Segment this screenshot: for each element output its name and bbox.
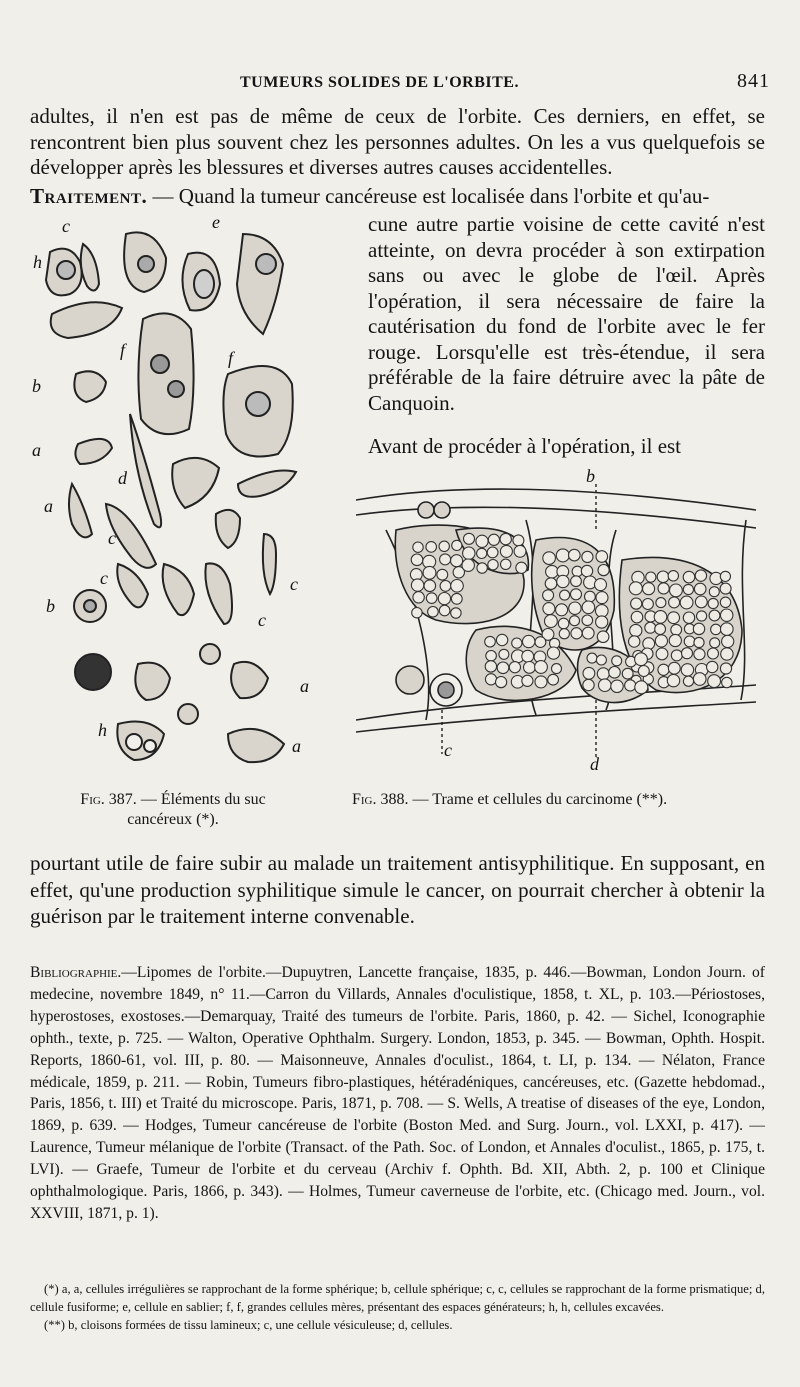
carcinoma-cell: [721, 648, 733, 660]
carcinoma-cell: [654, 611, 667, 624]
carcinoma-cell: [684, 636, 695, 647]
carcinoma-cell: [683, 676, 693, 686]
carcinoma-cell: [496, 677, 507, 688]
fig387-letter: h: [98, 720, 107, 740]
carcinoma-cell: [629, 582, 642, 595]
carcinoma-cell: [451, 555, 463, 567]
nucleus: [246, 392, 270, 416]
carcinoma-cell: [596, 605, 609, 618]
carcinoma-cell: [583, 679, 594, 690]
cell-shape: [75, 439, 112, 464]
carcinoma-cell: [569, 602, 581, 614]
figure-387-illustration: [38, 214, 338, 774]
fig387-letter: a: [292, 736, 301, 756]
carcinoma-cell: [411, 554, 423, 566]
fig387-letter: f: [120, 340, 126, 360]
carcinoma-cell: [423, 566, 436, 579]
carcinoma-cell: [682, 648, 693, 659]
carcinoma-cell: [582, 627, 594, 639]
carcinoma-cell: [697, 611, 707, 621]
carcinoma-cell: [512, 638, 522, 648]
carcinoma-cell: [523, 635, 535, 647]
carcinoma-cell: [545, 615, 558, 628]
carcinoma-cell: [438, 593, 450, 605]
carcinoma-cell: [720, 571, 730, 581]
stroma-fiber: [356, 507, 756, 528]
carcinoma-cell: [625, 680, 636, 691]
carcinoma-cell: [424, 580, 436, 592]
fig387-letter: a: [300, 676, 309, 696]
carcinoma-cell: [476, 535, 488, 547]
carcinoma-cell: [681, 664, 693, 676]
carcinoma-cell: [722, 677, 732, 687]
carcinoma-cell: [671, 650, 682, 661]
carcinoma-cell: [707, 661, 718, 672]
carcinoma-cell: [509, 662, 520, 673]
carcinoma-cell: [631, 598, 642, 609]
carcinoma-cell: [546, 565, 559, 578]
carcinoma-cell: [583, 667, 595, 679]
figure-387-label: Fig. 387.: [80, 791, 137, 808]
carcinoma-cell: [658, 664, 669, 675]
carcinoma-cell: [571, 589, 582, 600]
carcinoma-cell: [695, 596, 707, 608]
carcinoma-cell: [485, 661, 496, 672]
bibliography: [30, 962, 765, 1225]
figure-388-caption: [352, 790, 772, 810]
carcinoma-cell: [451, 608, 461, 618]
fig387-letter: c: [108, 528, 116, 548]
carcinoma-cell: [545, 578, 557, 590]
carcinoma-cell: [543, 590, 554, 601]
paragraph-2-rest: cune autre partie voisine de cette cavité n'est atteinte, on devra procéder à son extirpation sans ou avec le globe de l'œil. Après l'opération, il sera nécessaire de faire la cautérisation du fond de l'orbite avec le fer rouge. Lorsqu'elle est très-étendue, il sera préférable de la faire détruire avec la pâte de Canquoin.: [368, 212, 765, 415]
running-title: TUMEURS SOLIDES DE L'ORBITE.: [240, 74, 519, 91]
cell-shape: [69, 484, 92, 537]
fig387-letter: c: [258, 610, 266, 630]
carcinoma-cell: [643, 583, 655, 595]
carcinoma-cell: [631, 611, 643, 623]
stroma-fiber: [356, 702, 756, 732]
stroma-fiber: [356, 489, 756, 510]
carcinoma-cell: [488, 560, 498, 570]
figure-388-label: Fig. 388.: [352, 791, 409, 808]
carcinoma-cell: [595, 579, 607, 591]
cell-shape: [81, 244, 99, 291]
nucleus: [256, 254, 276, 274]
carcinoma-cell: [488, 534, 499, 545]
carcinoma-cell: [411, 579, 423, 591]
carcinoma-cell: [655, 635, 667, 647]
carcinoma-cell: [598, 565, 609, 576]
fig387-letter: a: [32, 440, 41, 460]
carcinoma-cell: [522, 650, 534, 662]
page-number: 841: [737, 70, 770, 92]
carcinoma-cell: [695, 570, 706, 581]
carcinoma-cell: [543, 603, 555, 615]
fig387-letter: c: [62, 216, 70, 236]
carcinoma-cell: [646, 572, 656, 582]
figure-388-illustration: [356, 470, 756, 770]
carcinoma-cell: [496, 634, 507, 645]
carcinoma-cell: [708, 648, 719, 659]
carcinoma-cell: [708, 598, 718, 608]
cell-shape: [237, 234, 283, 334]
carcinoma-cell: [635, 681, 648, 694]
fig387-letter: c: [100, 568, 108, 588]
carcinoma-cell: [556, 604, 568, 616]
running-header: [30, 70, 770, 100]
carcinoma-cell: [694, 649, 705, 660]
vacuole: [126, 734, 142, 750]
carcinoma-cell: [612, 656, 622, 666]
fig387-letter: c: [290, 574, 298, 594]
paragraph-3-continued: pourtant utile de faire subir au malade un traitement antisyphilitique. En supposant, en effet, qu'une production syphilitique simule le cancer, on pourrait chercher à obtenir la guérison par le traitement interne convenable.: [30, 851, 765, 928]
cell-shape: [231, 662, 268, 698]
paragraph-2-line1: — Quand la tumeur cancéreuse est localisée dans l'orbite et qu'au-: [152, 184, 710, 208]
carcinoma-cell: [609, 667, 621, 679]
carcinoma-cell: [680, 596, 693, 609]
carcinoma-cell: [671, 624, 682, 635]
vacuole: [144, 740, 156, 752]
carcinoma-cell: [548, 674, 559, 685]
fig388-letter-b: b: [586, 466, 595, 486]
carcinoma-cell: [451, 593, 462, 604]
nucleus: [84, 600, 96, 612]
carcinoma-cell: [569, 549, 581, 561]
stroma-fiber: [741, 520, 746, 700]
carcinoma-cell: [524, 662, 536, 674]
carcinoma-cell: [557, 575, 569, 587]
carcinoma-cell: [535, 661, 548, 674]
carcinoma-cell: [485, 636, 496, 647]
carcinoma-cell: [552, 664, 562, 674]
carcinoma-cell: [426, 542, 437, 553]
carcinoma-cell: [582, 551, 593, 562]
carcinoma-cell: [596, 655, 606, 665]
carcinoma-cell: [645, 622, 656, 633]
carcinoma-cell: [463, 547, 475, 559]
carcinoma-cell: [630, 624, 642, 636]
carcinoma-cell: [656, 648, 668, 660]
carcinoma-cell: [708, 675, 721, 688]
figure-387-caption: [48, 790, 298, 830]
carcinoma-cell: [658, 583, 669, 594]
figure-387-caption-text: — Éléments du suc cancéreux (*).: [127, 791, 266, 828]
carcinoma-cell: [452, 540, 462, 550]
carcinoma-cell: [464, 533, 475, 544]
carcinoma-cell: [440, 581, 451, 592]
carcinoma-cell: [428, 607, 439, 618]
carcinoma-cell: [439, 541, 449, 551]
cell-shape: [51, 302, 122, 338]
cell-shape: [263, 534, 276, 594]
vesicular-cell: [434, 502, 450, 518]
nucleus: [194, 270, 214, 298]
cell-shape: [228, 729, 284, 762]
carcinoma-cell: [543, 552, 556, 565]
cell-shape: [205, 563, 232, 624]
cell-shape: [172, 458, 219, 508]
carcinoma-cell: [656, 598, 666, 608]
carcinoma-cell: [437, 569, 448, 580]
carcinoma-cell: [638, 666, 649, 677]
carcinoma-cell: [709, 587, 719, 597]
carcinoma-cell: [501, 559, 511, 569]
carcinoma-cell: [669, 597, 680, 608]
carcinoma-cell: [709, 610, 720, 621]
carcinoma-cell: [694, 637, 704, 647]
fig388-letter-d: d: [590, 754, 599, 774]
carcinoma-cell: [514, 545, 526, 557]
figure-388-caption-text: — Trame et cellules du carcinome (**).: [412, 791, 668, 808]
fig387-letter: a: [44, 496, 53, 516]
cell-shape: [117, 564, 148, 607]
carcinoma-cell: [477, 548, 487, 558]
carcinoma-cell: [587, 653, 597, 663]
carcinoma-cell: [669, 634, 681, 646]
carcinoma-cell: [581, 565, 592, 576]
carcinoma-cell: [439, 605, 450, 616]
carcinoma-cell: [556, 549, 569, 562]
carcinoma-cell: [599, 679, 612, 692]
cell-shape: [138, 313, 193, 434]
carcinoma-cell: [596, 616, 608, 628]
paragraph-1: adultes, il n'en est pas de même de ceux de l'orbite. Ces derniers, en effet, se rencontrent bien plus souvent chez les personnes adultes. On les a vus quelquefois se développer après les blessures et diverses autres causes accidentelles.: [30, 104, 765, 179]
carcinoma-cell: [535, 637, 546, 648]
carcinoma-cell: [722, 635, 734, 647]
carcinoma-cell: [486, 651, 497, 662]
carcinoma-cell: [413, 592, 424, 603]
carcinoma-cell: [426, 593, 437, 604]
paragraph-2-first-line: [30, 184, 765, 210]
carcinoma-cell: [547, 647, 559, 659]
carcinoma-cell: [487, 547, 498, 558]
carcinoma-cell: [516, 562, 527, 573]
carcinoma-cell: [513, 535, 524, 546]
fig387-letter: h: [33, 252, 42, 272]
carcinoma-cell: [657, 571, 669, 583]
fig387-letter: f: [228, 348, 234, 368]
carcinoma-cell: [597, 631, 609, 643]
carcinoma-cell: [667, 674, 679, 686]
carcinoma-cell: [477, 563, 487, 573]
carcinoma-cell: [499, 649, 509, 659]
bibliography-heading: Bibliographie.: [30, 964, 122, 981]
fig387-letter: b: [46, 596, 55, 616]
footnote-1: (*) a, a, cellules irrégulières se rapprochant de la forme sphérique; b, cellule sphérique; c, c, cellules se rapprochant de la forme prismatique; d, cellule fusiforme; e, cellule en sablier; f, f, grandes cellules mères, présentant des espaces générateurs; h, h, cellules excavées.: [30, 1282, 765, 1314]
cell-shape: [163, 564, 194, 615]
carcinoma-cell: [683, 612, 694, 623]
carcinoma-cell: [611, 680, 623, 692]
nucleus: [57, 261, 75, 279]
carcinoma-cell: [668, 662, 680, 674]
carcinoma-cell: [711, 624, 721, 634]
carcinoma-cell: [585, 591, 596, 602]
nucleus: [168, 381, 184, 397]
traitement-heading: Traitement.: [30, 184, 148, 208]
carcinoma-cell: [500, 545, 512, 557]
paragraph-3-start: Avant de procéder à l'opération, il est: [368, 434, 682, 458]
carcinoma-cell: [570, 616, 580, 626]
carcinoma-cell: [596, 551, 608, 563]
nucleus: [138, 256, 154, 272]
cell-shape: [238, 471, 296, 497]
fig387-letter: e: [212, 212, 220, 232]
carcinoma-cell: [485, 674, 496, 685]
carcinoma-cell: [500, 533, 511, 544]
carcinoma-cell: [582, 615, 593, 626]
bibliography-text: —Lipomes de l'orbite.—Dupuytren, Lancette française, 1835, p. 446.—Bowman, London Journ. of medecine, novembre 1849, n° 11.—Carron du Villards, Annales d'oculistique, 1858, t. XL, p. 103.—Périostoses, hyperostoses, exostoses.—Demarquay, Traité des tumeurs de l'orbite. Paris, 1860, p. 42. — Sichel, Iconographie ophth., texte, p. 725. — Walton, Operative Ophthalm. Surgery. London, 1853, p. 345. — Bowman, Ophth. Hospit. Reports, 1860-61, vol. III, p. 80. — Maisonneuve, Annales d'oculist., 1864, t. LI, p. 134. — Nélaton, France médicale, 1859, p. 211. — Robin, Tumeurs fibro-plastiques, hétéradéniques, cancéreuses, etc. (Gazette hebdomad., Paris, 1856, t. III) et Traité du microscope. Paris, 1871, p. 708. — S. Wells, A treatise of diseases of the eye, London, 1869, p. 639. — Hodges, Tumeur cancéreuse de l'orbite (Boston Med. and Surg. Journ., vol. LXXI, p. 417). — Laurence, Tumeur mélanique de l'orbite (Transact. of the Path. Soc. of London, et Annales d'oculist., 1865, p. 175, t. LVI). — Graefe, Tumeur de l'orbite et du cerveau (Archiv f. Ophth. Bd. XII, Abth. 2, p. 100 et Clinique ophthalmologique. Paris, 1866, p. 343). — Holmes, Tumeur caverneuse de l'orbite, etc. (Chicago med. Journ., vol. XXVIII, 1871, p. 1).: [30, 964, 765, 1222]
fig387-letter: d: [118, 468, 127, 488]
carcinoma-cell: [597, 668, 609, 680]
fig387-letter: b: [32, 376, 41, 396]
carcinoma-cell: [497, 662, 509, 674]
fig388-letter-c: c: [444, 740, 452, 760]
carcinoma-cell: [683, 571, 695, 583]
carcinoma-cell: [668, 571, 678, 581]
carcinoma-cell: [560, 590, 570, 600]
footnote-2: (**) b, cloisons formées de tissu lamineux; c, une cellule vésiculeuse; d, cellules.: [44, 1318, 453, 1332]
carcinoma-cell: [629, 636, 640, 647]
carcinoma-cell: [721, 623, 734, 636]
carcinoma-cell: [720, 597, 730, 607]
carcinoma-cell: [670, 584, 683, 597]
carcinoma-cell: [710, 638, 720, 648]
carcinoma-cell: [720, 663, 731, 674]
cell-shape: [135, 663, 170, 700]
carcinoma-cell: [721, 609, 733, 621]
carcinoma-cell: [596, 592, 608, 604]
carcinoma-cell: [694, 583, 706, 595]
carcinoma-cell: [571, 628, 582, 639]
carcinoma-cell: [683, 584, 693, 594]
cell-shape: [200, 644, 220, 664]
cell-shape: [178, 704, 198, 724]
carcinoma-cell: [693, 673, 706, 686]
carcinoma-cell: [655, 624, 666, 635]
footnotes: [30, 1280, 765, 1334]
carcinoma-cell: [582, 601, 595, 614]
vesicular-cell: [438, 682, 454, 698]
vesicular-cell: [396, 666, 424, 694]
carcinoma-cell: [535, 676, 547, 688]
cell-shape: [74, 371, 106, 402]
carcinoma-cell: [440, 554, 451, 565]
carcinoma-cell: [642, 599, 653, 610]
dark-cell: [75, 654, 111, 690]
carcinoma-cell: [451, 580, 464, 593]
carcinoma-cell: [622, 668, 633, 679]
carcinoma-cell: [413, 542, 423, 552]
carcinoma-cell: [412, 608, 422, 618]
carcinoma-cell: [559, 629, 569, 639]
carcinoma-cell: [571, 576, 582, 587]
carcinoma-cell: [720, 583, 731, 594]
nucleus: [151, 355, 169, 373]
carcinoma-cell: [558, 618, 569, 629]
carcinoma-cell: [635, 653, 648, 666]
cell-shape: [216, 510, 240, 548]
carcinoma-cell: [693, 623, 704, 634]
carcinoma-cell: [522, 675, 533, 686]
carcinoma-cell: [462, 559, 474, 571]
vesicular-cell: [418, 502, 434, 518]
carcinoma-cell: [668, 612, 680, 624]
